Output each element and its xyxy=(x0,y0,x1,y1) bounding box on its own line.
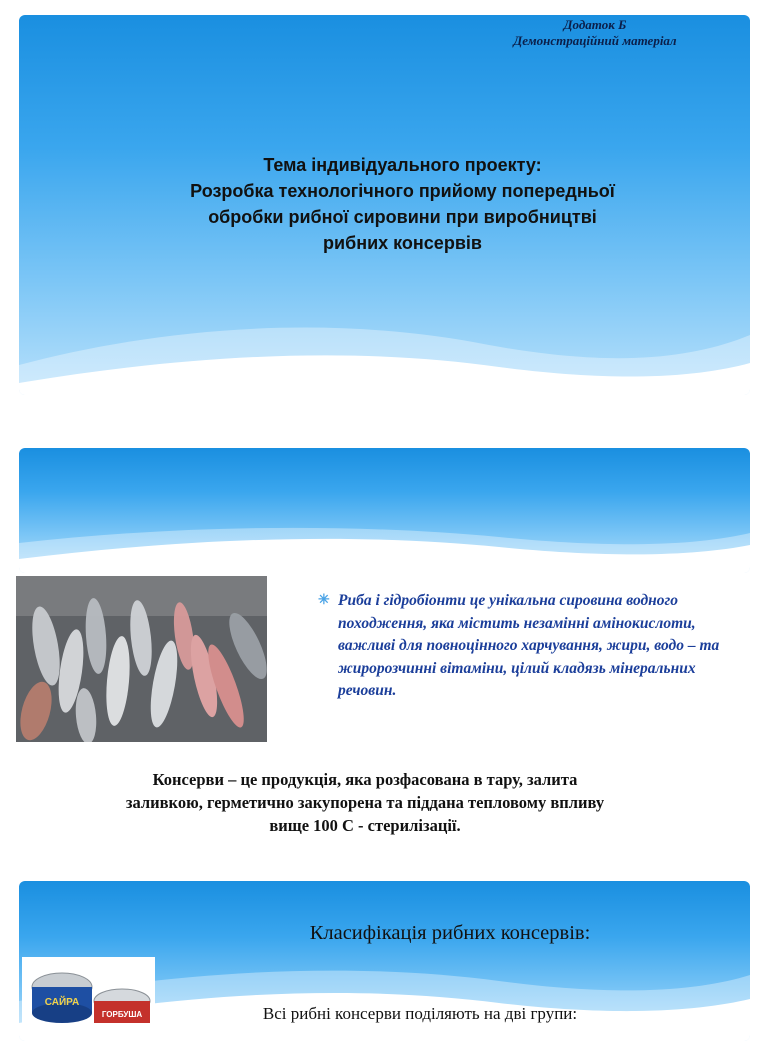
fish-description-bullet xyxy=(318,590,748,703)
title-line1: Тема індивідуального проекту: xyxy=(263,155,542,175)
title-line4: рибних консервів xyxy=(323,233,482,253)
appendix-label xyxy=(480,17,710,49)
classification-title: Класифікація рибних консервів: xyxy=(309,922,591,944)
canned-fish-photo xyxy=(22,957,155,1027)
star-bullet-icon: ✳ xyxy=(318,593,330,608)
definition-line1: Консерви – це продукція, яка розфасована в тару, залита xyxy=(152,770,578,789)
slide2-wave-decoration xyxy=(19,523,750,573)
fish-photo xyxy=(16,576,267,742)
can-label-gorbusha: ГОРБУША xyxy=(101,1010,143,1019)
fish-description-text: Риба і гідробіонти це унікальна сировина водного походження, яка містить незамінні амінокислоти, важливі для повноцінного харчування, жири, водо – та жиророзчинні вітаміни, цілий кладязь мінеральних речовин. xyxy=(338,592,720,699)
can-label-saira: САЙРА xyxy=(44,997,80,1008)
fish-illustration xyxy=(16,576,267,742)
definition-line3: вище 100 С - стерилізації. xyxy=(269,816,461,835)
slide1-wave-decoration xyxy=(19,305,750,395)
title-line3: обробки рибної сировини при виробництві xyxy=(208,207,597,227)
definition-line2: заливкою, герметично закупорена та піддана тепловому впливу xyxy=(125,793,605,812)
project-title xyxy=(110,152,695,256)
cans-illustration xyxy=(22,957,155,1027)
fish-slide-header xyxy=(19,448,750,573)
title-line2: Розробка технологічного прийому попередньої xyxy=(190,181,615,201)
canned-definition xyxy=(80,768,650,837)
appendix-line2: Демонстраційний матеріал xyxy=(513,33,677,48)
groups-text: Всі рибні консерви поділяють на дві групи: xyxy=(262,1004,578,1023)
appendix-line1: Додаток Б xyxy=(563,17,627,32)
